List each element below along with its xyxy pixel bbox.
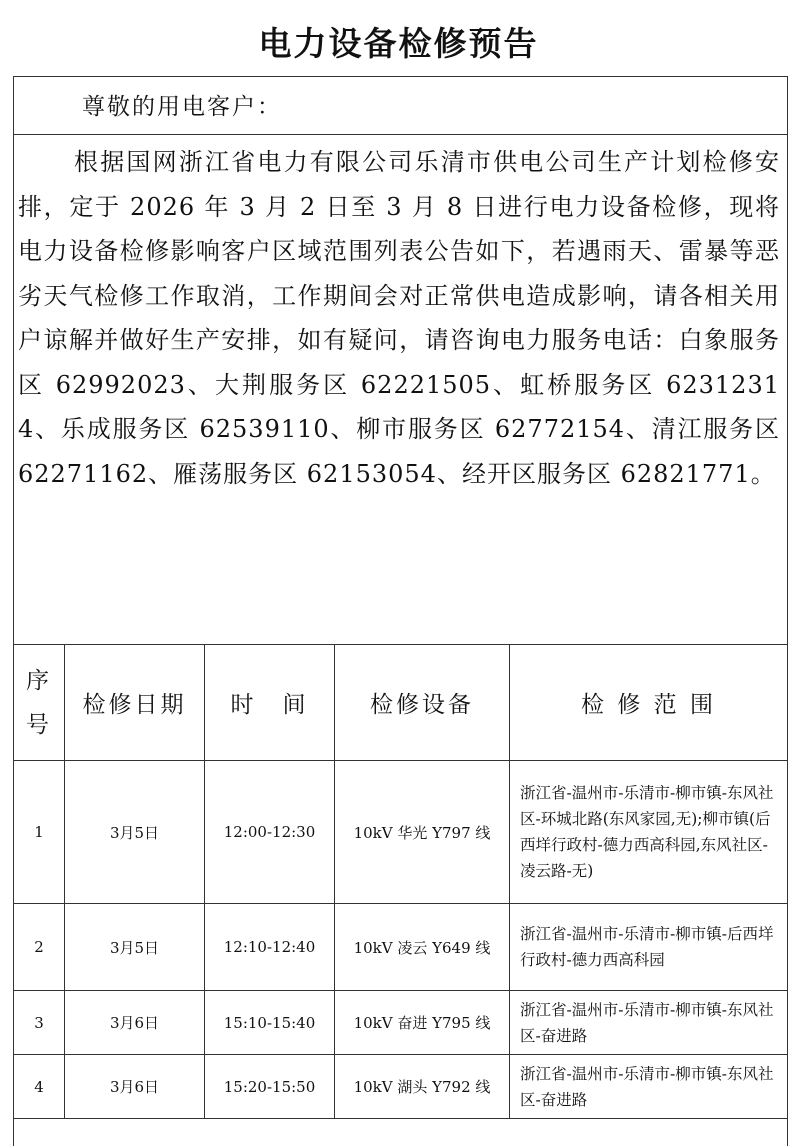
cell-seq: 2 bbox=[14, 904, 65, 991]
cell-scope: 浙江省-温州市-乐清市-柳市镇-东风社区-奋进路 bbox=[510, 1055, 788, 1119]
header-date: 检修日期 bbox=[65, 645, 205, 761]
cell-seq: 1 bbox=[14, 761, 65, 904]
cell-equipment: 10kV 奋进 Y795 线 bbox=[335, 991, 510, 1055]
table-row bbox=[14, 1055, 788, 1119]
header-time: 时 间 bbox=[205, 645, 335, 761]
cell-equipment: 10kV 华光 Y797 线 bbox=[335, 761, 510, 904]
cell-time: 15:20-15:50 bbox=[205, 1055, 335, 1119]
header-seq bbox=[14, 645, 65, 761]
cell-date: 3月6日 bbox=[65, 1055, 205, 1119]
cell-date: 3月6日 bbox=[65, 991, 205, 1055]
greeting-divider bbox=[13, 134, 787, 135]
cell-scope: 浙江省-温州市-乐清市-柳市镇-后西垟行政村-德力西高科园 bbox=[510, 904, 788, 991]
cell-equipment: 10kV 凌云 Y649 线 bbox=[335, 904, 510, 991]
cell-time: 12:10-12:40 bbox=[205, 904, 335, 991]
header-seq-line1: 序 bbox=[26, 667, 52, 694]
table-header-row bbox=[14, 645, 788, 761]
header-equipment: 检修设备 bbox=[335, 645, 510, 761]
greeting: 尊敬的用电客户： bbox=[82, 94, 282, 120]
table-row bbox=[14, 761, 788, 904]
cell-date: 3月5日 bbox=[65, 904, 205, 991]
header-scope: 检 修 范 围 bbox=[510, 645, 788, 761]
cell-date: 3月5日 bbox=[65, 761, 205, 904]
table-row bbox=[14, 904, 788, 991]
cell-seq: 3 bbox=[14, 991, 65, 1055]
document-title: 电力设备检修预告 bbox=[258, 24, 539, 63]
header-seq-line2: 号 bbox=[26, 711, 52, 738]
cell-scope: 浙江省-温州市-乐清市-柳市镇-东风社区-环城北路(东风家园,无);柳市镇(后西垟行政村-德力西高科园,东风社区-凌云路-无) bbox=[510, 761, 788, 904]
cell-equipment: 10kV 湖头 Y792 线 bbox=[335, 1055, 510, 1119]
cell-time: 15:10-15:40 bbox=[205, 991, 335, 1055]
notice-body: 根据国网浙江省电力有限公司乐清市供电公司生产计划检修安排，定于 2026 年 3 月 2 日至 3 月 8 日进行电力设备检修，现将电力设备检修影响客户区域范围列表公告如下，若遇雨天、雷暴等恶劣天气检修工作取消，工作期间会对正常供电造成影响，请各相关用户谅解并做好生产安排，如有疑问，请咨询电力服务电话：白象服务区 62992023、大荆服务区 62221505、虹桥服务区 62312314、乐成服务区 62539110、柳市服务区 62772154、清江服务区 62271162、雁荡服务区 62153054、经开区服务区 62821771。 bbox=[18, 148, 780, 488]
cell-time: 12:00-12:30 bbox=[205, 761, 335, 904]
cell-seq: 4 bbox=[14, 1055, 65, 1119]
table-row bbox=[14, 991, 788, 1055]
frame-top-border bbox=[13, 76, 787, 77]
maintenance-table bbox=[13, 644, 788, 1119]
cell-scope: 浙江省-温州市-乐清市-柳市镇-东风社区-奋进路 bbox=[510, 991, 788, 1055]
